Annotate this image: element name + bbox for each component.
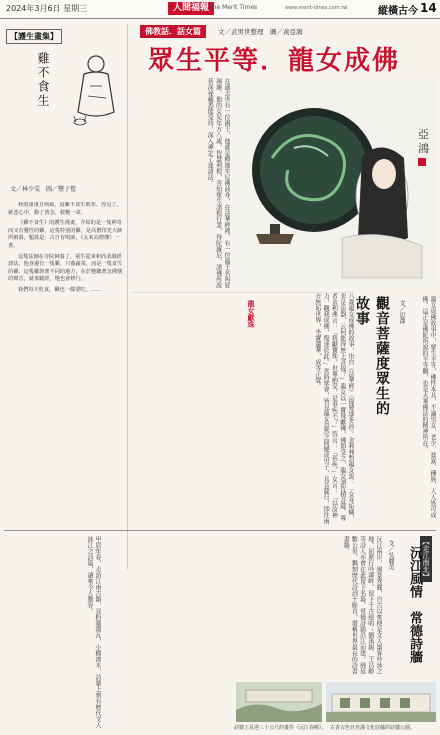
section-title: 縱橫古今 <box>378 6 418 17</box>
left-byline: 文／林少雯 圖／豐子愷 <box>10 186 77 193</box>
side-article-title: 觀音菩薩度眾生的故事 <box>354 296 390 416</box>
side-article-text: 龍女成佛故事中，眾生平等，佛性本具，不論男女、老少、貧富、種族，人人皆可成佛。這正是佛陀所說的平等觀，也是大乘佛法的精神所在。 <box>421 296 436 518</box>
bottom-title: 沅江風情 常德詩牆 <box>407 546 422 663</box>
paragraph: 我們每天吃食，雞也一樣要吃。…… <box>18 286 102 293</box>
svg-text:亞: 亞 <box>418 128 429 141</box>
bottom-kicker: 【走江南北】 <box>422 538 430 580</box>
newspaper-logo[interactable]: 人間福報 <box>168 2 214 15</box>
feature-title: 眾生平等．龍女成佛 <box>148 46 401 76</box>
side-article-byline: 文／思澤 <box>398 300 405 324</box>
monk-illustration <box>66 50 122 130</box>
paragraph: 《雞不食生》的護生漫畫，介紹的是一隻神奇而又有靈性的雞，這隻特別的雞，是高僧印光大師所飼養，題款是：古自有明訓，《太來高僧傳》一書。 <box>8 220 123 249</box>
poem-wall-park-photo <box>326 682 436 722</box>
paragraph: 秋雨淒淒且朔風，晨雞不食生飢寒。你見了。慈悲心中，動了善念，救牠一命。 <box>8 202 122 216</box>
photo-caption: 古香古色且充滿文化底蘊的詩牆公園。 <box>330 725 416 731</box>
article-title-vertical: 雞不食生 <box>36 52 50 108</box>
page-number: 14 <box>420 1 437 15</box>
feature-byline: 文／武男世整理 圖／黃亞鴻 <box>218 28 303 36</box>
bottom-title-block <box>384 536 436 676</box>
left-article-body <box>8 202 124 562</box>
dragon-girl-painting <box>232 78 436 286</box>
section-divider <box>4 530 436 531</box>
page-header <box>0 0 440 19</box>
feature-tag: 佛教話．話女篇 <box>140 25 206 38</box>
column-tag: 【護生畫集】 <box>6 29 62 44</box>
website-url[interactable]: www.merit-times.com.tw <box>285 5 348 11</box>
paragraph: 這隻法師在寺院飼養了，重生從來和尚柔調經談法，他身邊有一隻雞，只養蔬菜，而是一隻食雪的雞，這隻雞與衆不同的地方，在於牠聽著念佛號的聲音，就來聽經，牠也會修行。 <box>8 253 123 283</box>
newspaper-logo-en: The Merit Times <box>209 4 258 11</box>
feature-column-text: 在過去世有一位國王，他就是釋迦牟尼佛前身，在法華經裡，有一位龍王名叫娑竭羅，他的女兒年方八歲，智慧利根，善知眾生諸根行業，得陀羅尼，諸佛所說甚深祕藏悉能受持，深入禪定了達諸法。 <box>206 78 230 288</box>
bottom-left-text: 甲辰年春，走訪江南古鎮，見粉牆黛瓦，小橋流水，詩牆上刻有歷代文人詠江之詩篇，讀來令人動容。 <box>86 536 101 728</box>
poem-wall-painting-photo <box>236 682 322 722</box>
feature-main-text: 八歲龍女成佛的故事，出自《法華經》〈提婆達多品〉。舍利弗對龍女說：「女身垢穢，非是法器，云何能得無上菩提？」龍女以一寶珠獻佛，佛即受之，龍女謂智積菩薩、尊者舍利弗言：「我獻寶珠，世尊納受，是事疾不？」答言：「甚疾。」女言：「以汝神力，觀我成佛，復速於此。」當時眾會，皆見龍女忽然之間變成男子，具菩薩行，即往南方無垢世界，坐寶蓮華，成等正覺。 <box>132 292 354 525</box>
bottom-article-text: 沅江兩岸，風景秀麗，自古以來便是文人墨客吟詠之地。屈原行吟澤畔，留下千古絕唱；劉禹錫、王昌齡等詩人亦曾在此留下名篇。常德詩牆沿江而建，綿延數公里，鐫刻歷代詩詞千餘首，堪稱世界最長的詩書畫牆。 <box>342 536 382 674</box>
feature-subheading: 龍女獻珠 <box>247 300 255 328</box>
left-column <box>4 24 128 569</box>
issue-date: 2024年3月6日 星期三 <box>6 4 88 13</box>
photo-caption: 詩牆上長達三十公尺的畫作《沅江春曉》。 <box>234 725 327 731</box>
bottom-author: 文／吳麗美 <box>387 540 394 570</box>
svg-text:鴻: 鴻 <box>418 142 429 155</box>
